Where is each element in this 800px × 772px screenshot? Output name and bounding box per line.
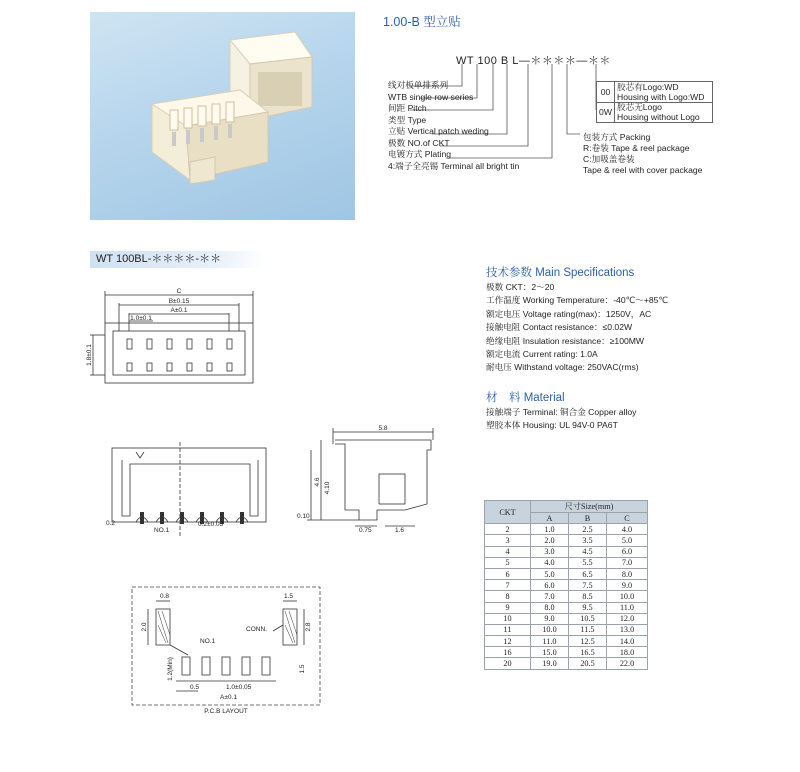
- table-cell: 22.0: [607, 658, 648, 669]
- dim-side-b1: 0.75: [359, 527, 372, 534]
- table-cell: 13.0: [607, 624, 648, 635]
- table-row: [485, 546, 648, 557]
- table-cell: 4.0: [531, 557, 569, 568]
- table-cell: 5.0: [531, 568, 569, 579]
- table-cell: 11.5: [569, 624, 607, 635]
- table-row: [485, 568, 648, 579]
- housing-code: 00: [597, 82, 615, 102]
- table-cell: 8.5: [569, 591, 607, 602]
- housing-line: Housing without Logo: [617, 111, 700, 122]
- dim-side-b2: 1.6: [395, 527, 405, 534]
- table-cell: 8.0: [531, 602, 569, 613]
- housing-line: 胶芯无Logo: [617, 102, 662, 112]
- dim-height: 1.8±0.1: [86, 344, 93, 366]
- header-col-a: A: [531, 513, 569, 524]
- table-cell: 8: [485, 591, 531, 602]
- dim-side-h1: 4.6: [314, 477, 321, 487]
- table-cell: 9.0: [531, 613, 569, 624]
- table-cell: 11: [485, 624, 531, 635]
- table-cell: 5.0: [607, 535, 648, 546]
- table-cell: 12.0: [607, 613, 648, 624]
- table-row: [485, 524, 648, 535]
- table-cell: 1.0: [531, 524, 569, 535]
- spec-item: 极数 CKT：2～20: [486, 282, 555, 292]
- table-cell: 6.5: [569, 568, 607, 579]
- spec-item: 耐电压 Withstand voltage: 250VAC(rms): [486, 362, 639, 373]
- housing-line: 胶芯有Logo:WD: [617, 82, 679, 92]
- dim-a: A±0.1: [170, 307, 188, 314]
- header-ckt: CKT: [485, 501, 531, 524]
- dim-b: B±0.15: [168, 298, 190, 305]
- legend-line: 立贴 Vertical patch weding: [388, 126, 489, 136]
- legend-line: WTB single row series: [388, 91, 474, 102]
- legend-line: 类型 Type: [388, 114, 427, 125]
- pcb-dim-08: 0.8: [160, 593, 170, 600]
- connector-illustration: [90, 12, 355, 220]
- table-cell: 10.0: [607, 591, 648, 602]
- legend-line: 4:端子全亮锡 Terminal all bright tin: [388, 160, 520, 171]
- table-cell: 6: [485, 568, 531, 579]
- size-table-body: [485, 524, 648, 669]
- header-col-c: C: [607, 513, 648, 524]
- material-item: 接触端子 Terminal: 铜合金 Copper alloy: [486, 407, 637, 417]
- dim-side-width: 5.8: [378, 425, 388, 432]
- table-row: [485, 613, 648, 624]
- product-photo: [90, 12, 355, 220]
- dim-front-left: 0.2: [106, 520, 116, 527]
- table-cell: 7: [485, 580, 531, 591]
- table-cell: 2: [485, 524, 531, 535]
- table-cell: 9.5: [569, 602, 607, 613]
- series-title: 1.00-B 型立贴: [383, 15, 461, 29]
- legend-line: 电镀方式 Plating: [388, 149, 452, 159]
- spec-item: 额定电压 Voltage rating(max)：1250V，AC: [486, 308, 652, 319]
- front-no1-label: NO.1: [154, 527, 170, 534]
- table-cell: 4.0: [607, 524, 648, 535]
- table-cell: 16: [485, 647, 531, 658]
- spec-item: 工作温度 Working Temperature：-40℃～+85℃: [486, 295, 669, 306]
- packing-line: 包装方式 Packing: [583, 132, 651, 142]
- pcb-no1-label: NO.1: [200, 638, 216, 645]
- table-cell: 9: [485, 602, 531, 613]
- table-cell: 7.0: [607, 557, 648, 568]
- table-cell: 12.5: [569, 636, 607, 647]
- header-col-b: B: [569, 513, 607, 524]
- table-cell: 7.5: [569, 580, 607, 591]
- header-size: 尺寸Size(mm): [531, 501, 648, 513]
- code-legend-left: [388, 80, 519, 172]
- side-view-drawing: [295, 420, 455, 535]
- table-cell: 15.0: [531, 647, 569, 658]
- dim-c: C: [176, 288, 182, 295]
- table-cell: 14.0: [607, 636, 648, 647]
- table-cell: 6.0: [531, 580, 569, 591]
- table-cell: 3.0: [531, 546, 569, 557]
- pcb-conn-label: CONN.: [246, 626, 267, 633]
- table-cell: 7.0: [531, 591, 569, 602]
- packing-line: R:卷装 Tape & reel package: [583, 143, 690, 153]
- table-cell: 3: [485, 535, 531, 546]
- size-table: [484, 500, 648, 670]
- table-row: [485, 624, 648, 635]
- dim-side-h2: 4.10: [324, 481, 331, 495]
- table-cell: 4.5: [569, 546, 607, 557]
- pcb-dim-28: 2.8: [305, 622, 312, 632]
- material-item: 塑胶本体 Housing: UL 94V-0 PA6T: [486, 420, 618, 431]
- table-cell: 3.5: [569, 535, 607, 546]
- table-cell: 16.5: [569, 647, 607, 658]
- housing-line: Housing with Logo:WD: [617, 91, 705, 102]
- table-cell: 5: [485, 557, 531, 568]
- pcb-dim-20: 2.0: [141, 622, 148, 632]
- table-row: [485, 636, 648, 647]
- pcb-dim-15b: 1.5: [299, 664, 306, 674]
- table-cell: 11.0: [607, 602, 648, 613]
- pcb-dim-pitch: 1.0±0.05: [226, 684, 252, 691]
- table-cell: 18.0: [607, 647, 648, 658]
- specs-title: 技术参数 Main Specifications: [486, 267, 635, 279]
- dim-front-pitch: 0.2±0.03: [198, 521, 224, 528]
- table-row: [485, 647, 648, 658]
- spec-item: 接触电阻 Contact resistance：≤0.02W: [486, 322, 633, 333]
- table-cell: 8.0: [607, 568, 648, 579]
- housing-option-row: [597, 82, 712, 103]
- table-cell: 12: [485, 636, 531, 647]
- table-row: [485, 535, 648, 546]
- table-cell: 4: [485, 546, 531, 557]
- dim-side-flat: 0.10: [297, 513, 310, 520]
- table-cell: 6.0: [607, 546, 648, 557]
- model-banner: WT 100BL-＊＊＊＊-＊＊: [90, 251, 265, 268]
- material-list: [486, 406, 636, 433]
- table-row: [485, 658, 648, 669]
- material-title: 材 料 Material: [486, 392, 565, 404]
- pcb-dim-15a: 1.5: [284, 593, 294, 600]
- legend-line: 线对板单排系列: [388, 80, 449, 90]
- part-number-template: WT 100 B L—＊＊＊＊—＊＊: [456, 55, 611, 67]
- table-row: [485, 580, 648, 591]
- table-cell: 9.0: [607, 580, 648, 591]
- top-view-drawing: [85, 283, 275, 403]
- table-cell: 5.5: [569, 557, 607, 568]
- legend-line: 间距 Pitch: [388, 103, 427, 113]
- pcb-dim-a: A±0.1: [220, 694, 237, 701]
- table-cell: 10.0: [531, 624, 569, 635]
- table-row: [485, 557, 648, 568]
- table-row: [485, 591, 648, 602]
- table-cell: 2.5: [569, 524, 607, 535]
- spec-item: 额定电流 Current rating: 1.0A: [486, 349, 598, 360]
- packing-legend: [583, 132, 702, 176]
- packing-line: C:加吸盖卷装: [583, 154, 635, 164]
- pcb-dim-05: 0.5: [190, 684, 200, 691]
- table-cell: 10: [485, 613, 531, 624]
- dim-pitch: 1.0±0.1: [130, 315, 152, 322]
- table-cell: 20.5: [569, 658, 607, 669]
- packing-line: Tape & reel with cover package: [583, 165, 703, 175]
- table-cell: 20: [485, 658, 531, 669]
- pcb-layout-drawing: [128, 585, 328, 720]
- housing-option-row: [597, 102, 712, 122]
- table-row: [485, 602, 648, 613]
- table-cell: 2.0: [531, 535, 569, 546]
- spec-item: 绝缘电阻 Insulation resistance：≥100MW: [486, 335, 645, 346]
- specs-list: [486, 281, 668, 375]
- pcb-dim-12: 1.2(Min): [167, 657, 174, 681]
- table-cell: 10.5: [569, 613, 607, 624]
- housing-options-box: [596, 81, 713, 123]
- housing-code: 0W: [597, 102, 615, 122]
- table-cell: 11.0: [531, 636, 569, 647]
- front-view-drawing: [100, 440, 280, 540]
- legend-line: 极数 NO.of CKT: [388, 137, 450, 148]
- pcb-layout-title: P.C.B LAYOUT: [204, 708, 248, 715]
- table-cell: 19.0: [531, 658, 569, 669]
